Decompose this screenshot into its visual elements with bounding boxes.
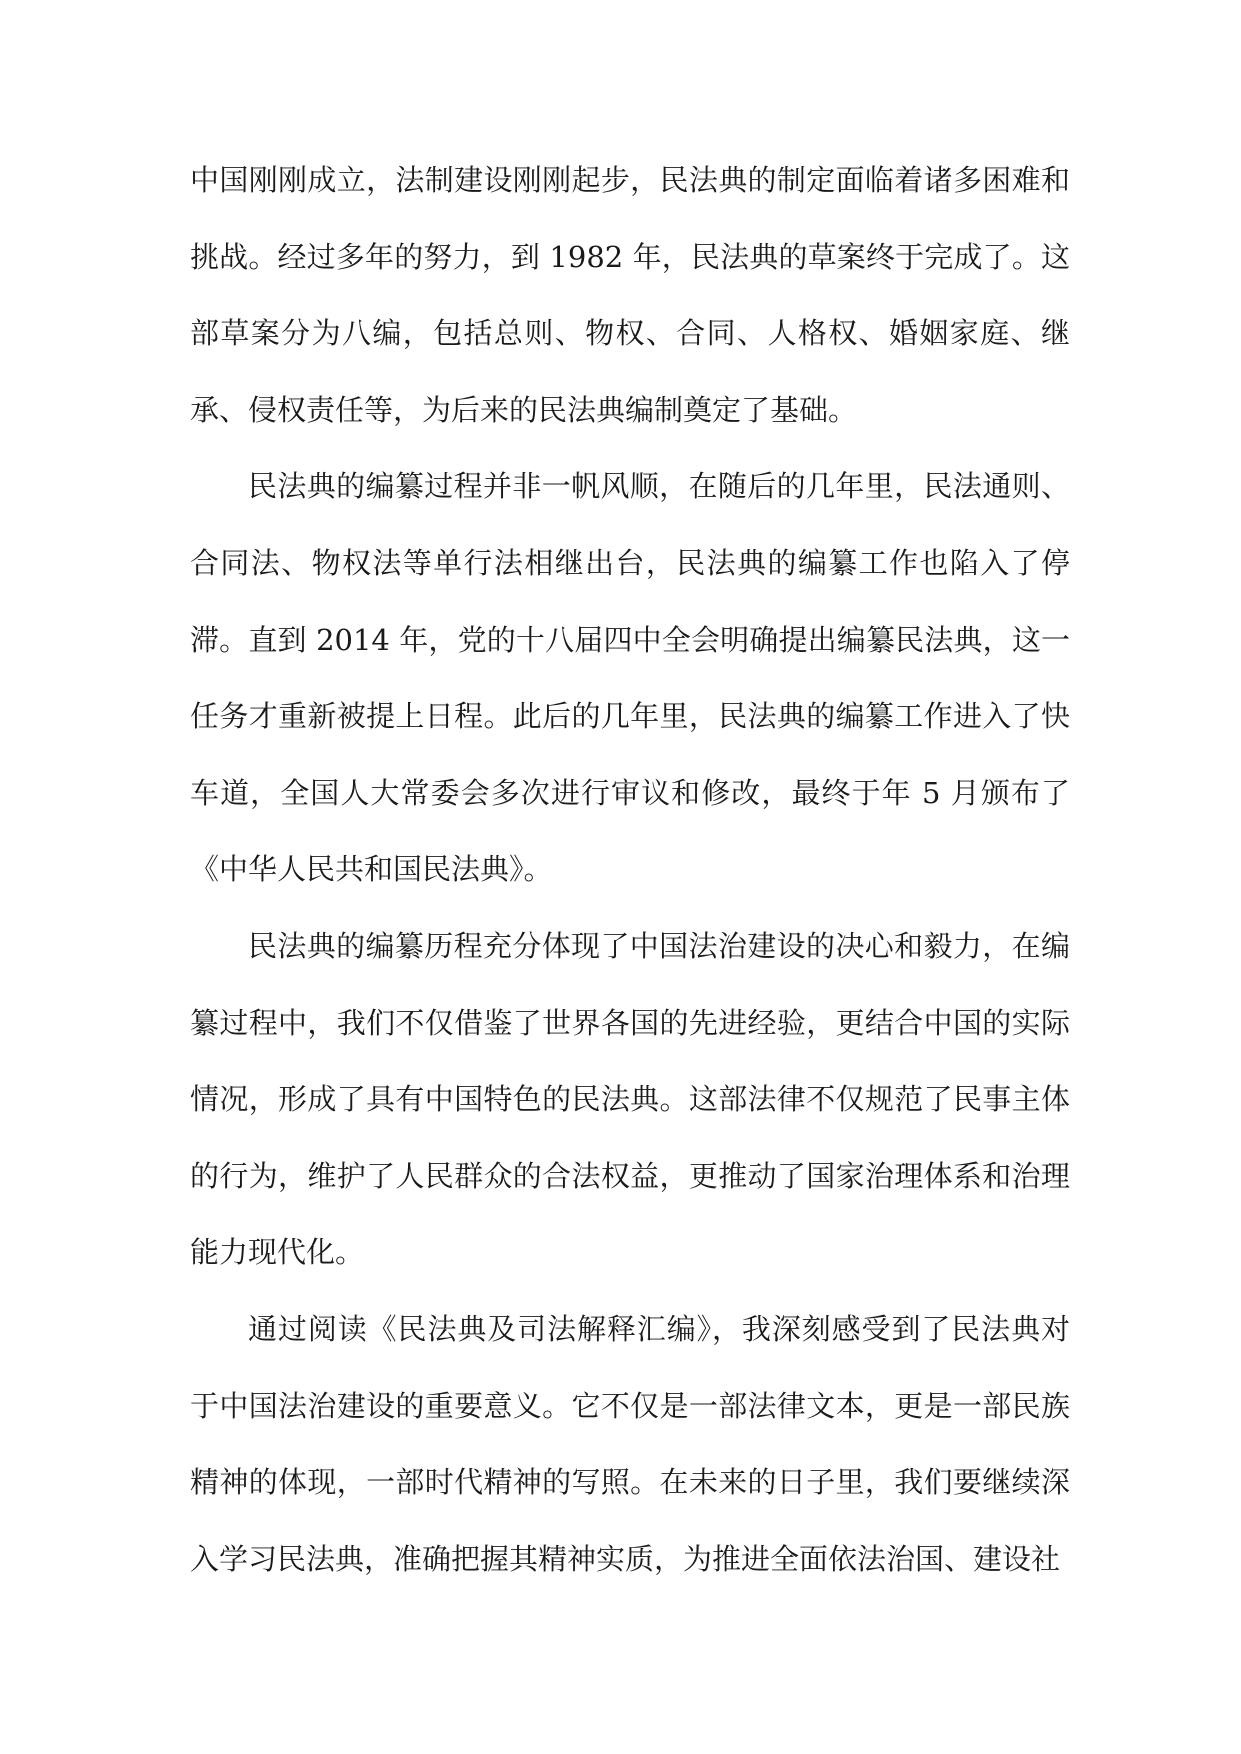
paragraph-4: 通过阅读《民法典及司法解释汇编》，我深刻感受到了民法典对于中国法治建设的重要意义。它不仅是一部法律文本，更是一部民族精神的体现，一部时代精神的写照。在未来的日子里，我们要继续深入学习民法典，准确把握其精神实质，为推进全面依法治国、建设社 xyxy=(190,1311,1070,1576)
paragraph-3: 民法典的编纂历程充分体现了中国法治建设的决心和毅力，在编纂过程中，我们不仅借鉴了世界各国的先进经验，更结合中国的实际情况，形成了具有中国特色的民法典。这部法律不仅规范了民事主体的行为，维护了人民群众的合法权益，更推动了国家治理体系和治理能力现代化。 xyxy=(190,928,1070,1270)
paragraph-2: 民法典的编纂过程并非一帆风顺，在随后的几年里，民法通则、合同法、物权法等单行法相继出台，民法典的编纂工作也陷入了停滞。直到 2014 年，党的十八届四中全会明确提出编纂民法典，这一任务才重新被提上日程。此后的几年里，民法典的编纂工作进入了快车道，全国人大常委会多次进行审议和修改，最终于年 5 月颁布了《中华人民共和国民法典》。 xyxy=(190,469,1070,887)
document-body xyxy=(190,142,1070,1597)
paragraph-1: 中国刚刚成立，法制建设刚刚起步，民法典的制定面临着诸多困难和挑战。经过多年的努力，到 1982 年，民法典的草案终于完成了。这部草案分为八编，包括总则、物权、合同、人格权、婚姻家庭、继承、侵权责任等，为后来的民法典编制奠定了基础。 xyxy=(190,163,1070,427)
